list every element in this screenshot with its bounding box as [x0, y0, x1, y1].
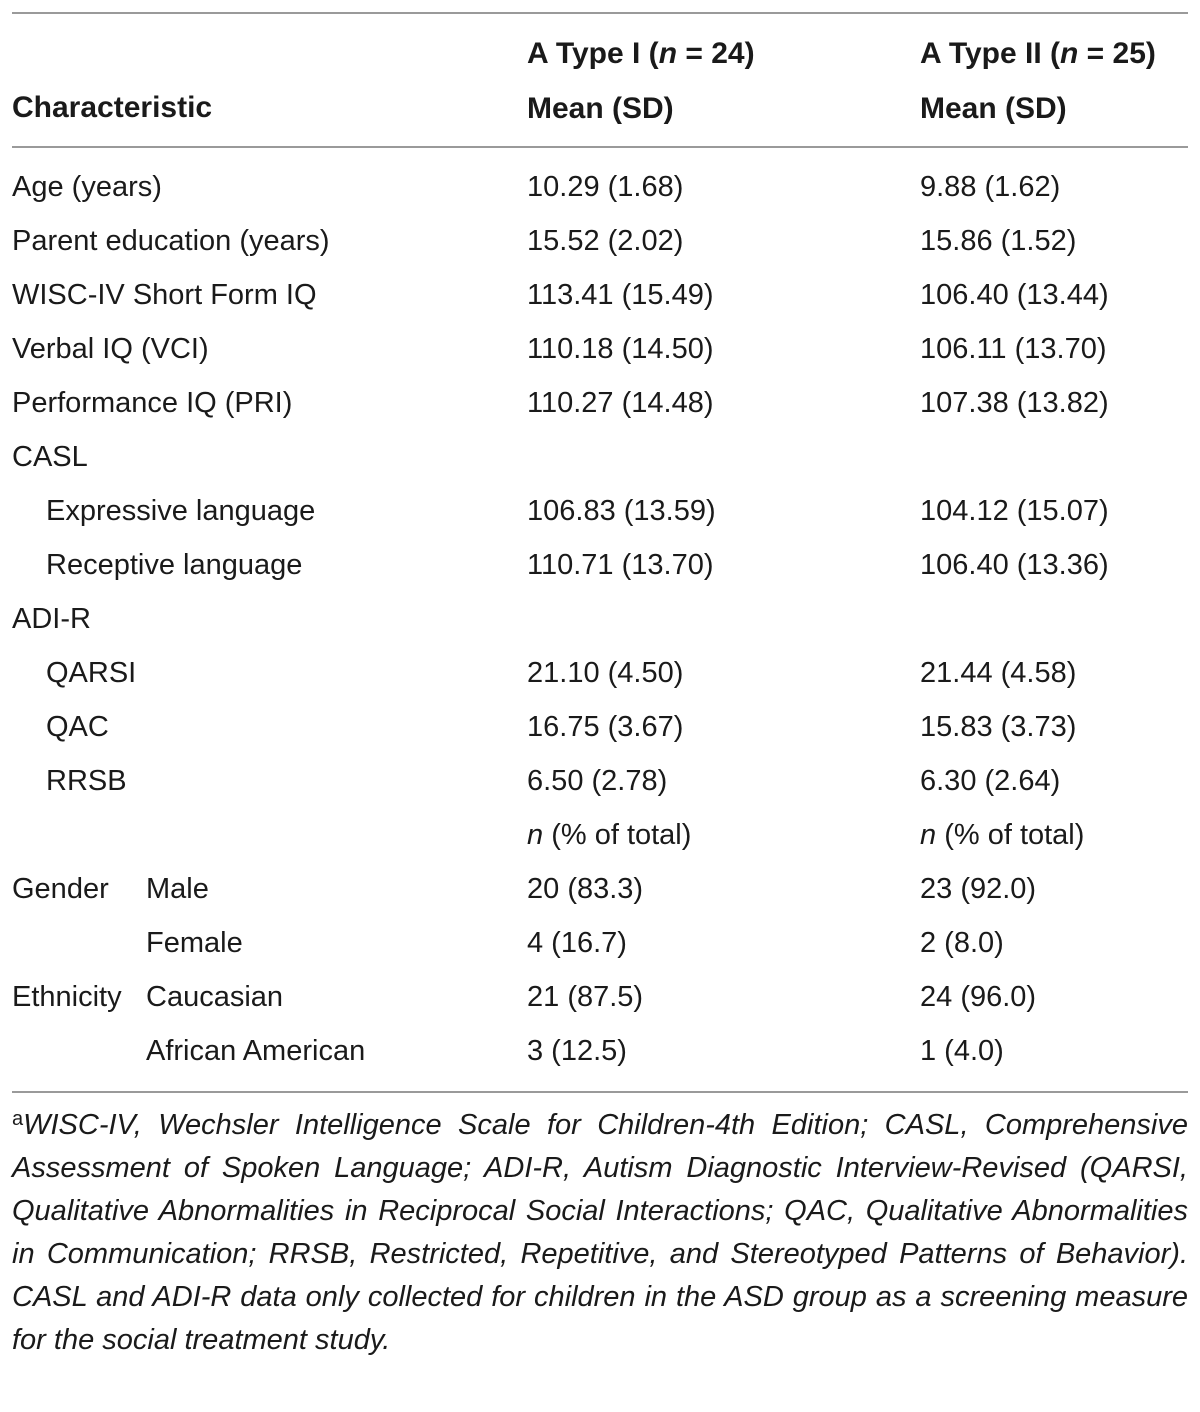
- table-row-age: Age (years) 10.29 (1.68) 9.88 (1.62): [12, 171, 1061, 203]
- header-type-two-stat: Mean (SD): [920, 92, 1067, 125]
- table-row-ethnicity-african-american: African American 3 (12.5) 1 (4.0): [146, 1035, 1004, 1067]
- table-row-performance-iq: Performance IQ (PRI) 110.27 (14.48) 107.38 (13.82): [12, 387, 1109, 419]
- table-row-verbal-iq: Verbal IQ (VCI) 110.18 (14.50) 106.11 (13.70): [12, 333, 1107, 365]
- table-row-count-header: [12, 808, 1188, 862]
- table-row-wisc-iq: WISC-IV Short Form IQ 113.41 (15.49) 106.40 (13.44): [12, 279, 1109, 311]
- table-row-receptive-language: Receptive language 110.71 (13.70) 106.40 (13.36): [46, 549, 1109, 581]
- table-row-qarsi: QARSI 21.10 (4.50) 21.44 (4.58): [46, 657, 1077, 689]
- header-type-two-group: A Type II (n = 25): [920, 37, 1156, 70]
- table-row-ethnicity-caucasian: Ethnicity Caucasian 21 (87.5) 24 (96.0): [12, 981, 1037, 1013]
- table-header-rule: [12, 146, 1188, 148]
- table-row-casl: CASL: [12, 441, 88, 473]
- table-body: [12, 160, 1188, 1078]
- header-characteristic: Characteristic: [12, 91, 213, 124]
- header-type-one-group: A Type I (n = 24): [527, 37, 755, 70]
- table-row-gender-female: Female 4 (16.7) 2 (8.0): [146, 927, 1004, 959]
- table-row-qac: QAC 16.75 (3.67) 15.83 (3.73): [46, 711, 1077, 743]
- table-row-expressive-language: Expressive language 106.83 (13.59) 104.12 (15.07): [46, 495, 1109, 527]
- table-row-parent-education: Parent education (years) 15.52 (2.02) 15.86 (1.52): [12, 225, 1077, 257]
- table-row-adi-r: ADI-R: [12, 603, 91, 635]
- header-type-one-stat: Mean (SD): [527, 92, 674, 125]
- count-header-type-one: n (% of total): [527, 819, 692, 851]
- table-row-gender-male: Gender Male 20 (83.3) 23 (92.0): [12, 873, 1037, 905]
- table-bottom-rule: [12, 1091, 1188, 1093]
- table-row-rrsb: RRSB 6.50 (2.78) 6.30 (2.64): [46, 765, 1061, 797]
- header-type-two: [920, 36, 1156, 146]
- table-top-rule: [12, 12, 1188, 14]
- count-header-type-two: n (% of total): [920, 819, 1085, 851]
- table-footnote: [12, 1104, 1188, 1362]
- header-type-one: [527, 36, 755, 146]
- footnote-text: WISC-IV, Wechsler Intelligence Scale for Children-4th Edition; CASL, Comprehensive Assessment of Spoken Language; ADI-R, Autism Diagnostic Interview-Revised (QARSI, Qualitative Abnormalities in Reciprocal Social Interactions; QAC, Qualitative Abnormalities in Communication; RRSB, Restricted, Repetitive, and Stereotyped Patterns of Behavior). CASL and ADI-R data only collected for children in the ASD group as a screening measure for the social treatment study.: [12, 1109, 1188, 1356]
- footnote-marker: a: [12, 1108, 24, 1130]
